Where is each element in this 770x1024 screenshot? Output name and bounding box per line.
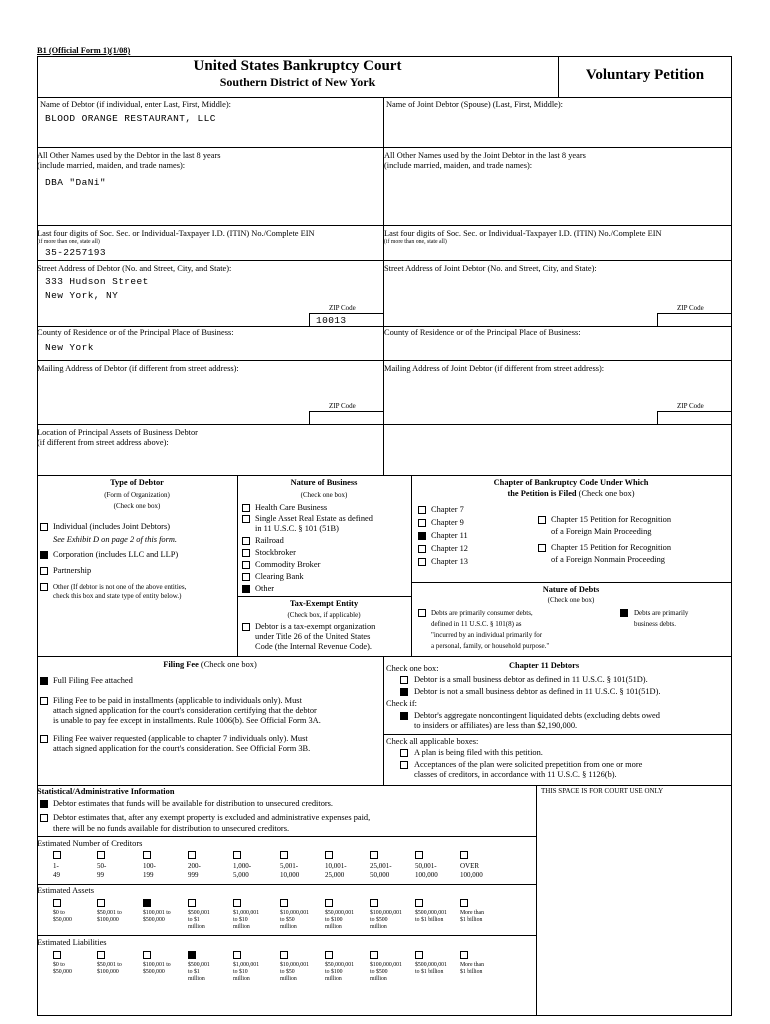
funds-available-label: Debtor estimates that funds will be available for distribution to unsecured creditors. [53,799,334,808]
chapter-13-checkbox[interactable] [418,558,426,566]
not-small-business-label: Debtor is not a small business debtor as defined in 11 U.S.C. § 101(51D). [414,687,661,696]
no-funds-line2: there will be no funds available for distribution to unsecured creditors. [53,824,290,833]
creditors-checkbox-2[interactable] [97,851,105,859]
creditors-checkbox-6[interactable] [280,851,288,859]
acceptances-line1: Acceptances of the plan were solicited prepetition from one or more [414,760,643,769]
commodity-broker-checkbox[interactable] [242,561,250,569]
creditors-checkbox-10[interactable] [460,851,468,859]
assets-checkbox-2[interactable] [97,899,105,907]
joint-other-names-label: All Other Names used by the Joint Debtor in the last 8 years [384,151,586,160]
liabilities-option-text: million [233,976,250,982]
ein-value[interactable]: 35-2257193 [45,247,107,258]
assets-option-text: More than [460,910,484,916]
corporation-label: Corporation (includes LLC and LLP) [53,550,179,559]
assets-option-text: million [188,924,205,930]
not-small-business-checkbox[interactable] [400,688,408,696]
liabilities-option-text: million [188,976,205,982]
creditors-option-text: 10,000 [280,871,300,879]
installments-checkbox[interactable] [40,697,48,705]
assets-option-text: $1,000,001 [233,910,260,916]
chapter-13-label: Chapter 13 [431,557,468,566]
plan-filed-checkbox[interactable] [400,749,408,757]
assets-label: Estimated Assets [37,886,94,895]
filing-fee-title-note: (Check one box) [200,660,257,669]
creditors-checkbox-3[interactable] [143,851,151,859]
chapter-15-nonmain-sublabel: of a Foreign Nonmain Proceeding [551,555,665,564]
fee-waiver-line2: attach signed application for the court's consideration. See Official Form 3B. [53,744,311,753]
liabilities-label: Estimated Liabilities [37,938,107,947]
assets-option-text: $0 to [53,910,65,916]
tax-exempt-title: Tax-Exempt Entity [289,599,359,608]
creditors-option-text: 25,001- [370,862,392,870]
nature-sub: (Check one box) [300,491,348,499]
ein-sublabel: (if more than one, state all) [37,239,100,245]
filing-fee-title [37,660,383,670]
street-line2[interactable]: New York, NY [45,290,119,301]
creditors-option-text: 199 [143,871,154,879]
nature-of-business-title: Nature of Business [290,478,358,487]
ch11-debtors-title: Chapter 11 Debtors [509,661,580,670]
form-id: B1 (Official Form 1)(1/08) [37,46,131,55]
business-debts-checkbox[interactable] [620,609,628,617]
liabilities-option-text: $10,000,001 [280,962,309,968]
liabilities-option-text: $100,001 to [143,962,171,968]
liabilities-checkbox-6[interactable] [280,951,288,959]
installments-line1: Filing Fee to be paid in installments (applicable to individuals only). Must [53,696,302,705]
assets-option-text: $1 billion [460,917,483,923]
liabilities-option-text: $1 billion [460,969,483,975]
liabilities-option-text: million [280,976,297,982]
corporation-checkbox[interactable] [40,551,48,559]
fee-waiver-checkbox[interactable] [40,735,48,743]
liabilities-checkbox-1[interactable] [53,951,61,959]
creditors-option-text: 999 [188,871,199,879]
creditors-checkbox-7[interactable] [325,851,333,859]
liabilities-checkbox-3[interactable] [143,951,151,959]
assets-option-text: $500,001 [188,910,210,916]
filing-fee-title-bold: Filing Fee [163,660,199,669]
other-names-label: All Other Names used by the Debtor in the last 8 years [37,151,221,160]
assets-option-text: million [370,924,387,930]
assets-option-text: to $1 [188,917,200,923]
health-care-label: Health Care Business [255,503,328,512]
assets-checkbox-1[interactable] [53,899,61,907]
liabilities-option-text: $500,001 [188,962,210,968]
assets-option-text: $500,000 [143,917,165,923]
funds-available-checkbox[interactable] [40,800,48,808]
no-funds-line1: Debtor estimates that, after any exempt property is excluded and administrative expenses paid, [53,813,371,822]
chapter-9-label: Chapter 9 [431,518,464,527]
creditors-option-text: 1- [53,862,59,870]
partnership-label: Partnership [53,566,92,575]
creditors-checkbox-1[interactable] [53,851,61,859]
assets-checkbox-8[interactable] [370,899,378,907]
assets-checkbox-3[interactable] [143,899,151,907]
debtor-name-label: Name of Debtor (if individual, enter Last, First, Middle): [40,100,231,109]
assets-checkbox-5[interactable] [233,899,241,907]
chapter-subtitle-bold: the Petition is Filed [507,489,577,498]
business-debts-line1: Debts are primarily [634,609,689,617]
creditors-option-text: 100,000 [415,871,438,879]
chapter-11-checkbox[interactable] [418,532,426,540]
liabilities-option-text: More than [460,962,484,968]
mailing-zip-label: ZIP Code [329,402,356,410]
consumer-debts-line1: Debts are primarily consumer debts, [431,609,533,617]
mailing-label: Mailing Address of Debtor (if different from street address): [37,364,239,373]
assets-option-text: to $100 [325,917,343,923]
tax-exempt-line1: Debtor is a tax-exempt organization [255,622,376,631]
liabilities-option-text: $50,001 to [97,962,122,968]
other-entity-sublabel: check this box and state type of entity below.) [53,592,182,600]
mailing-zip-field[interactable] [309,411,384,425]
fee-waiver-line1: Filing Fee waiver requested (applicable to chapter 7 individuals only). Must [53,734,308,743]
creditors-option-text: 50- [97,862,107,870]
chapter-7-label: Chapter 7 [431,505,464,514]
creditors-option-text: 25,000 [325,871,345,879]
installments-line2: attach signed application for the court's consideration certifying that the debtor [53,706,317,715]
acceptances-line2: classes of creditors, in accordance with 11 U.S.C. § 1126(b). [414,770,617,779]
assets-checkbox-9[interactable] [415,899,423,907]
liabilities-option-text: to $100 [325,969,343,975]
chapter-11-label: Chapter 11 [431,531,468,540]
chapter-9-checkbox[interactable] [418,519,426,527]
assets-option-text: $100,001 to [143,910,171,916]
liabilities-option-text: $50,000 [53,969,72,975]
street-line1[interactable]: 333 Hudson Street [45,276,149,287]
creditors-option-text: 100- [143,862,156,870]
plan-filed-label: A plan is being filed with this petition. [414,748,543,757]
liabilities-option-text: to $1 [188,969,200,975]
installments-line3: is unable to pay fee except in installments. Rule 1006(b). See Official Form 3A. [53,716,321,725]
assets-option-text: $50,001 to [97,910,122,916]
liabilities-option-text: $0 to [53,962,65,968]
assets-option-text: $500,000,001 [415,910,447,916]
liabilities-option-text: million [370,976,387,982]
assets-checkbox-4[interactable] [188,899,196,907]
consumer-debts-line3: "incurred by an individual primarily for [431,631,543,639]
creditors-checkbox-5[interactable] [233,851,241,859]
nature-of-debts-sub: (Check one box) [547,596,595,604]
creditors-option-text: 50,000 [370,871,390,879]
no-funds-checkbox[interactable] [40,814,48,822]
liabilities-option-text: $1,000,001 [233,962,260,968]
zip-label: ZIP Code [329,304,356,312]
liabilities-option-text: to $500 [370,969,388,975]
joint-street-label: Street Address of Joint Debtor (No. and Street, City, and State): [384,264,597,273]
other-entity-label: Other (If debtor is not one of the above entities, [53,583,187,591]
liabilities-checkbox-5[interactable] [233,951,241,959]
liabilities-option-text: to $10 [233,969,248,975]
other-entity-checkbox[interactable] [40,583,48,591]
acceptances-checkbox[interactable] [400,761,408,769]
joint-zip-field[interactable] [657,313,732,327]
creditors-option-text: 100,000 [460,871,483,879]
assets-option-text: $50,000 [53,917,72,923]
liabilities-option-text: million [325,976,342,982]
chapter-subtitle [411,489,731,499]
creditors-option-text: OVER [460,862,480,870]
assets-option-text: to $1 billion [415,917,444,923]
joint-mailing-zip-label: ZIP Code [677,402,704,410]
assets-option-text: to $500 [370,917,388,923]
full-fee-label: Full Filing Fee attached [53,676,133,685]
full-fee-checkbox[interactable] [40,677,48,685]
other-names-sublabel: (include married, maiden, and trade names): [37,161,186,170]
district-name: Southern District of New York [219,75,376,89]
small-business-label: Debtor is a small business debtor as defined in 11 U.S.C. § 101(51D). [414,675,648,684]
creditors-checkbox-8[interactable] [370,851,378,859]
individual-checkbox[interactable] [40,523,48,531]
liabilities-checkbox-9[interactable] [415,951,423,959]
partnership-checkbox[interactable] [40,567,48,575]
liabilities-option-text: $500,000,001 [415,962,447,968]
joint-mailing-zip-field[interactable] [657,411,732,425]
commodity-broker-label: Commodity Broker [255,560,321,569]
consumer-debts-line4: a personal, family, or household purpose." [431,642,550,650]
liabilities-checkbox-2[interactable] [97,951,105,959]
single-asset-sublabel: in 11 U.S.C. § 101 (51B) [255,524,339,533]
assets-checkbox-10[interactable] [460,899,468,907]
liabilities-checkbox-10[interactable] [460,951,468,959]
joint-zip-label: ZIP Code [677,304,704,312]
chapter-12-checkbox[interactable] [418,545,426,553]
assets-checkbox-6[interactable] [280,899,288,907]
debtor-name-value[interactable]: BLOOD ORANGE RESTAURANT, LLC [45,113,216,124]
tax-exempt-line2: under Title 26 of the United States [255,632,371,641]
liabilities-option-text: $100,000 [97,969,119,975]
single-asset-label: Single Asset Real Estate as defined [255,514,373,523]
liabilities-checkbox-8[interactable] [370,951,378,959]
assets-option-text: $50,000,001 [325,910,354,916]
type-sub1: (Form of Organization) [104,491,170,499]
aggregate-debts-checkbox[interactable] [400,712,408,720]
other-business-checkbox[interactable] [242,585,250,593]
location-sublabel: (if different from street address above): [37,438,169,447]
street-label: Street Address of Debtor (No. and Street, City, and State): [37,264,232,273]
county-value[interactable]: New York [45,342,94,353]
stockbroker-label: Stockbroker [255,548,296,557]
joint-other-names-sublabel: (include married, maiden, and trade names): [384,161,533,170]
consumer-debts-checkbox[interactable] [418,609,426,617]
assets-checkbox-7[interactable] [325,899,333,907]
assets-option-text: million [325,924,342,930]
joint-county-label: County of Residence or of the Principal Place of Business: [384,328,581,337]
creditors-option-text: 99 [97,871,104,879]
tax-exempt-line3: Code (the Internal Revenue Code). [255,642,372,651]
chapter-15-main-label: Chapter 15 Petition for Recognition [551,515,672,524]
creditors-option-text: 49 [53,871,60,879]
court-use-label: THIS SPACE IS FOR COURT USE ONLY [541,787,664,795]
liabilities-option-text: $100,000,001 [370,962,402,968]
check-all-label: Check all applicable boxes: [386,737,479,746]
tax-exempt-sub: (Check box, if applicable) [287,611,361,619]
nature-of-debts-title: Nature of Debts [542,585,600,594]
stockbroker-checkbox[interactable] [242,549,250,557]
liabilities-checkbox-7[interactable] [325,951,333,959]
chapter-15-main-checkbox[interactable] [538,516,546,524]
assets-option-text: to $10 [233,917,248,923]
type-sub2: (Check one box) [113,502,161,510]
assets-option-text: million [233,924,250,930]
chapter-subtitle-note: (Check one box) [578,489,635,498]
exhibit-note: See Exhibit D on page 2 of this form. [53,535,177,544]
health-care-checkbox[interactable] [242,504,250,512]
joint-ein-sublabel: (if more than one, state all) [384,239,447,245]
liabilities-option-text: to $50 [280,969,295,975]
liabilities-option-text: $50,000,001 [325,962,354,968]
chapter-12-label: Chapter 12 [431,544,468,553]
assets-option-text: $100,000,001 [370,910,402,916]
assets-option-text: million [280,924,297,930]
assets-option-text: to $50 [280,917,295,923]
check-if-label: Check if: [386,699,417,708]
creditors-checkbox-4[interactable] [188,851,196,859]
clearing-bank-checkbox[interactable] [242,573,250,581]
single-asset-checkbox[interactable] [242,515,250,523]
chapter-15-nonmain-checkbox[interactable] [538,544,546,552]
creditors-label: Estimated Number of Creditors [37,839,143,848]
chapter-7-checkbox[interactable] [418,506,426,514]
creditors-checkbox-9[interactable] [415,851,423,859]
tax-exempt-checkbox[interactable] [242,623,250,631]
business-debts-line2: business debts. [634,620,676,628]
petition-title: Voluntary Petition [585,67,705,83]
creditors-option-text: 50,001- [415,862,437,870]
joint-mailing-label: Mailing Address of Joint Debtor (if different from street address): [384,364,605,373]
creditors-option-text: 10,001- [325,862,347,870]
creditors-option-text: 200- [188,862,201,870]
railroad-checkbox[interactable] [242,537,250,545]
liabilities-checkbox-4[interactable] [188,951,196,959]
liabilities-option-text: $500,000 [143,969,165,975]
location-label: Location of Principal Assets of Business Debtor [37,428,198,437]
other-business-label: Other [255,584,275,593]
small-business-checkbox[interactable] [400,676,408,684]
ein-label: Last four digits of Soc. Sec. or Individual-Taxpayer I.D. (ITIN) No./Complete EIN [37,229,315,238]
zip-value: 10013 [316,315,347,326]
chapter-15-nonmain-label: Chapter 15 Petition for Recognition [551,543,672,552]
court-name: United States Bankruptcy Court [193,58,402,74]
joint-ein-label: Last four digits of Soc. Sec. or Individual-Taxpayer I.D. (ITIN) No./Complete EIN [384,229,662,238]
check-one-box-label: Check one box: [386,664,439,673]
individual-label: Individual (includes Joint Debtors) [53,522,170,531]
liabilities-option-text: to $1 billion [415,969,444,975]
other-names-value[interactable]: DBA "DaNi" [45,177,107,188]
creditors-option-text: 1,000- [233,862,252,870]
joint-name-label: Name of Joint Debtor (Spouse) (Last, First, Middle): [386,100,564,109]
chapter-title: Chapter of Bankruptcy Code Under Which [493,478,649,487]
creditors-option-text: 5,001- [280,862,299,870]
clearing-bank-label: Clearing Bank [255,572,304,581]
type-of-debtor-title: Type of Debtor [110,478,164,487]
aggregate-debts-line2: to insiders or affiliates) are less than $2,190,000. [414,721,578,730]
creditors-option-text: 5,000 [233,871,249,879]
consumer-debts-line2: defined in 11 U.S.C. § 101(8) as [431,620,522,628]
chapter-15-main-sublabel: of a Foreign Main Proceeding [551,527,652,536]
aggregate-debts-line1: Debtor's aggregate noncontingent liquidated debts (excluding debts owed [414,711,660,720]
county-label: County of Residence or of the Principal Place of Business: [37,328,234,337]
assets-option-text: $10,000,001 [280,910,309,916]
railroad-label: Railroad [255,536,284,545]
statistical-title: Statistical/Administrative Information [37,787,175,796]
assets-option-text: $100,000 [97,917,119,923]
